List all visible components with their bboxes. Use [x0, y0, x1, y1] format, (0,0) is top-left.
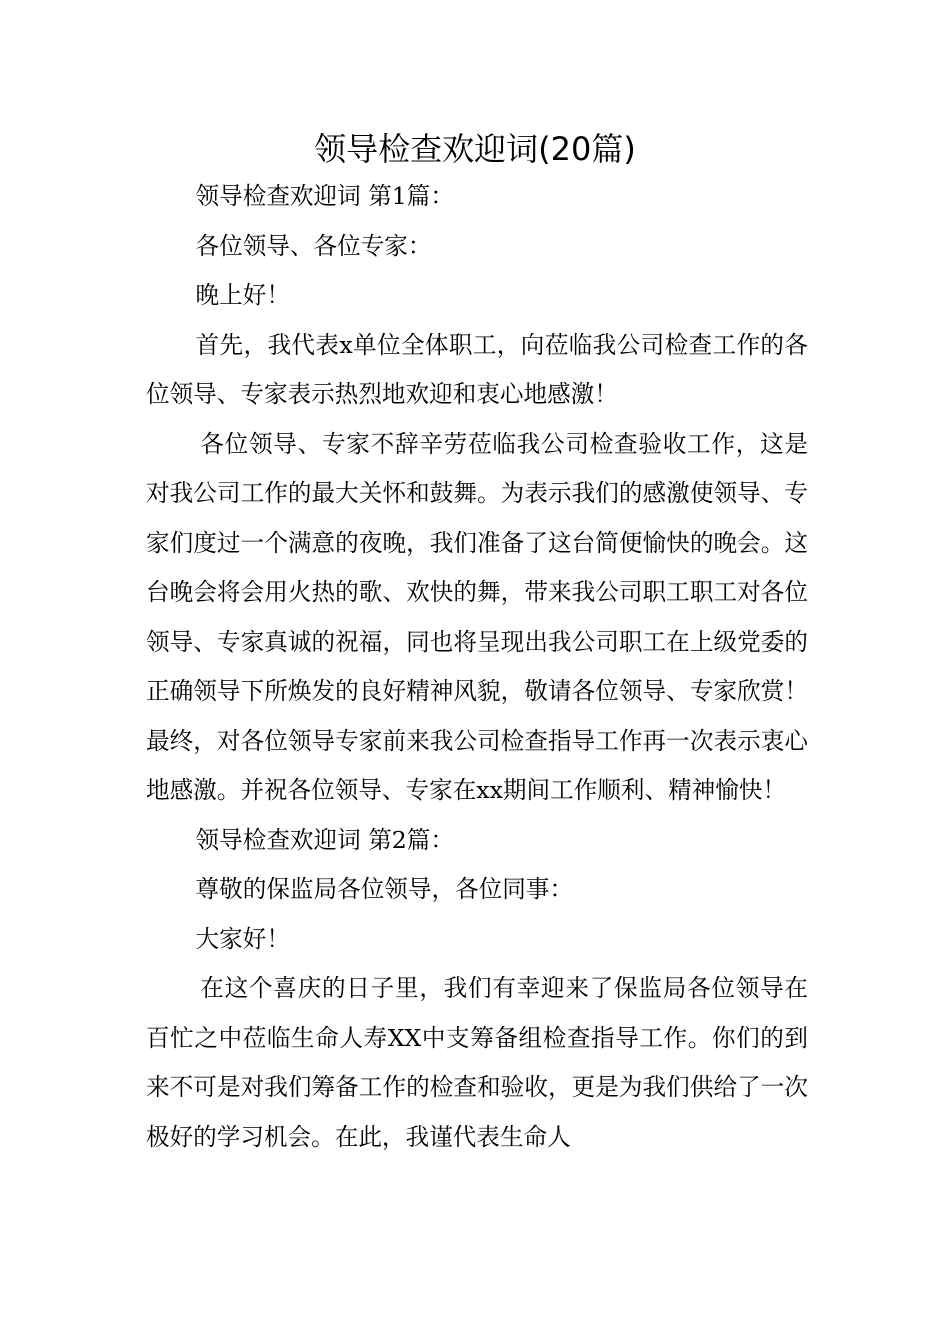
paragraph: 领导检查欢迎词 第2篇：: [195, 825, 454, 854]
paragraph: 领导检查欢迎词 第1篇：: [195, 182, 454, 210]
document-title: 领导检查欢迎词(20篇): [314, 130, 636, 168]
paragraph: 各位领导、专家不辞辛劳莅临我公司检查验收工作，这是对我公司工作的最大关怀和鼓舞。为表示我们的感激使领导、专家们度过一个满意的夜晚，我们准备了这台简便愉快的晚会。这台晚会将会用火热的歌、欢快的舞，带来我公司职工职工对各位领导、专家真诚的祝福，同也将呈现出我公司职工在上级党委的正确领导下所焕发的良好精神风貌，敬请各位领导、专家欣赏！最终，对各位领导专家前来我公司检查指导工作再一次表示衷心地感激。并祝各位领导、专家在xx期间工作顺利、精神愉快！: [146, 429, 808, 804]
paragraph: 首先，我代表x单位全体职工，向莅临我公司检查工作的各位领导、专家表示热烈地欢迎和衷心地感激！: [146, 330, 808, 408]
paragraph: 大家好！: [195, 924, 290, 953]
paragraph: 晚上好！: [195, 281, 290, 309]
paragraph: 各位领导、各位专家：: [195, 231, 432, 260]
paragraph: 尊敬的保监局各位领导，各位同事：: [195, 875, 574, 903]
document-body: [146, 172, 808, 1162]
paragraph: 在这个喜庆的日子里，我们有幸迎来了保监局各位领导在百忙之中莅临生命人寿XX中支筹备组检查指导工作。你们的到来不可是对我们筹备工作的检查和验收，更是为我们供给了一次极好的学习机会。在此，我谨代表生命人: [146, 974, 808, 1151]
